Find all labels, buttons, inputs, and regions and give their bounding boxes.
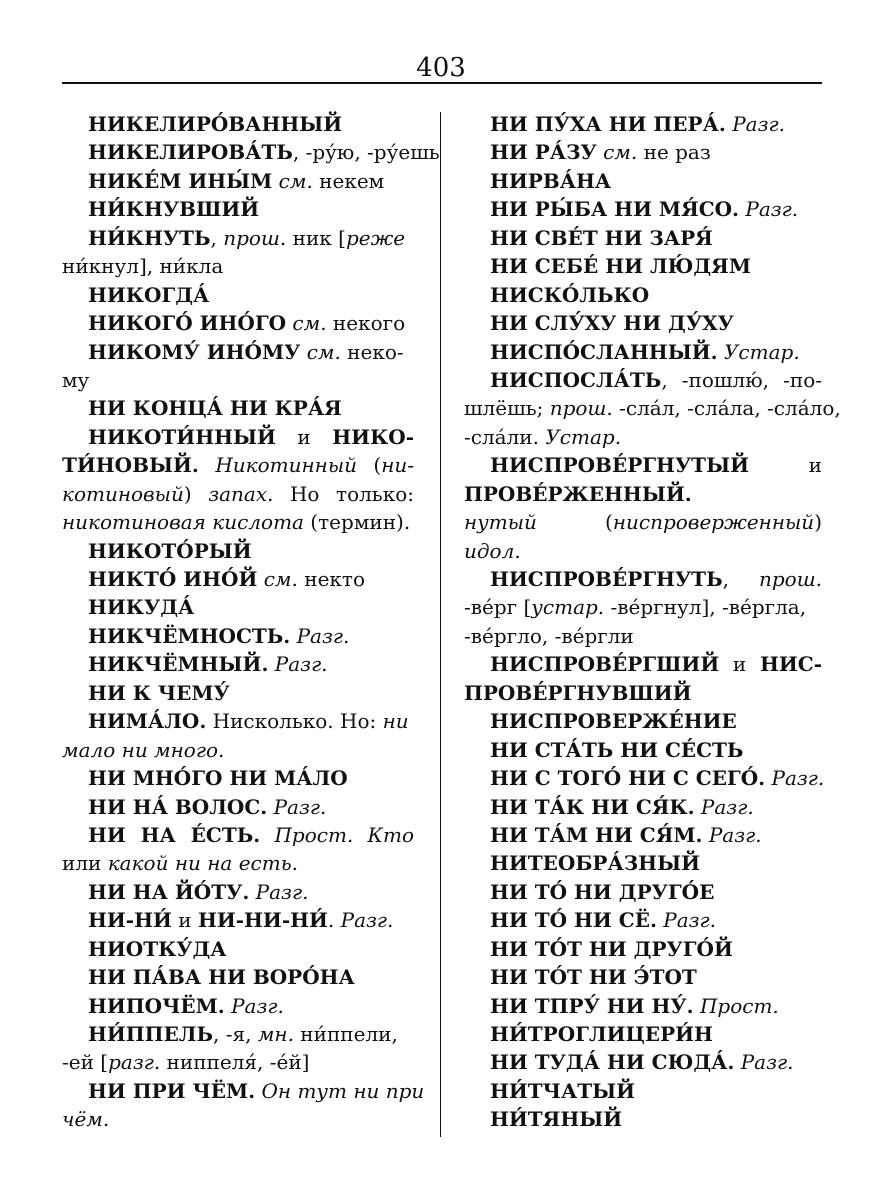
italic-note: Прост. <box>699 993 779 1018</box>
entry-text <box>260 823 274 847</box>
entry-line <box>464 110 822 138</box>
headword: НИ НА Е́СТЬ. <box>88 822 261 847</box>
entry-text: -ве́рг [ <box>464 595 532 620</box>
entry-line <box>464 707 822 735</box>
entry-line <box>62 593 414 621</box>
headword: НИ ПРИ ЧЁМ. <box>88 1078 256 1103</box>
entry-line <box>62 195 414 223</box>
headword: НИ ТО́Т НИ ДРУГО́Й <box>490 936 733 961</box>
entry-text: некто <box>297 567 366 591</box>
continuation-line <box>464 622 822 650</box>
continuation-line <box>464 593 822 621</box>
entry-text: и <box>171 908 198 933</box>
italic-note: никотиновая кислота <box>62 510 304 535</box>
entry-text: -сла́ли. <box>464 424 546 449</box>
entry-line <box>464 195 822 223</box>
italic-note: Устар. <box>545 424 622 449</box>
headword: НИКЕ́М ИНЫ́М <box>88 168 273 193</box>
italic-note: Разг. <box>771 766 825 791</box>
italic-note: устар. <box>531 595 605 620</box>
italic-note: Разг. <box>274 652 328 677</box>
italic-note: мн. <box>257 1022 294 1046</box>
entry-line <box>464 963 822 991</box>
entry-text: ник [ <box>286 225 346 250</box>
italic-note: разг. <box>108 1050 161 1075</box>
entry-line <box>464 281 822 309</box>
italic-note: см. <box>278 168 313 193</box>
italic-note: реже <box>345 225 406 250</box>
entry-line <box>464 138 822 166</box>
italic-note: см. <box>263 567 298 591</box>
continuation-line <box>62 1048 414 1076</box>
italic-note: Разг. <box>296 623 350 648</box>
headword: НИКЧЁМНОСТЬ. <box>88 623 291 648</box>
italic-note: прош. <box>758 567 822 591</box>
headword: НИ С ТОГО́ НИ С СЕГО́. <box>490 766 766 791</box>
continuation-line <box>62 480 414 508</box>
header-rule <box>62 82 822 84</box>
headword: НИ КОНЦА́ НИ КРА́Я <box>88 396 342 421</box>
italic-note: Разг. <box>340 908 394 933</box>
continuation-line <box>62 508 414 536</box>
entry-line <box>464 252 822 280</box>
entry-line <box>464 764 825 792</box>
entry-text: ни́ппели, <box>293 1022 398 1046</box>
headword: НИ ПУ́ХА НИ ПЕРА́. <box>490 112 726 136</box>
headword: НИ ТУДА́ НИ СЮДА́. <box>490 1050 735 1075</box>
headword: НИРВА́НА <box>490 168 612 193</box>
headword: НИМА́ЛО. <box>88 709 207 734</box>
italic-note: какой ни на есть. <box>107 851 298 876</box>
headword: НИ НА ЙО́ТУ. <box>88 879 250 904</box>
entry-line <box>62 878 414 906</box>
italic-note: Никотинный <box>215 453 357 478</box>
headword: НИСПРОВЕРЖЕ́НИЕ <box>490 709 737 734</box>
entry-text: -ей [ <box>62 1050 109 1075</box>
headword: НИ́ППЕЛЬ <box>88 1022 213 1046</box>
entry-text: , -пошлю́, -по- <box>661 367 822 392</box>
headword: НИ ТО́Т НИ Э́ТОТ <box>490 965 697 990</box>
headword: НИ РА́ЗУ <box>490 140 597 165</box>
entry-line <box>464 1020 822 1048</box>
entry-line <box>62 992 414 1020</box>
headword: НИ ТА́К НИ СЯ́К. <box>490 794 695 819</box>
entry-text: и <box>749 453 822 478</box>
headword: НИ-НИ́ <box>88 908 172 933</box>
headword: НИ СТА́ТЬ НИ СЕ́СТЬ <box>490 737 744 762</box>
continuation-line <box>62 366 414 394</box>
headword: НИСПРОВЕ́РГШИЙ <box>490 652 720 677</box>
entry-text: (термин). <box>303 510 411 535</box>
headword: НИ ПА́ВА НИ ВОРО́НА <box>88 965 355 990</box>
italic-note: прош. <box>223 225 287 250</box>
entry-text: , <box>210 225 224 250</box>
italic-note: котиновый <box>62 481 184 506</box>
entry-line <box>62 963 414 991</box>
entry-text: -ве́ргло, -ве́ргли <box>464 623 634 648</box>
headword: НИКУДА́ <box>88 595 195 620</box>
italic-note: нутый <box>464 510 537 535</box>
entry-line <box>62 309 414 337</box>
entry-line <box>464 451 822 479</box>
entry-text: или <box>62 851 108 876</box>
headword: НИ́ТЧАТЫЙ <box>490 1078 636 1103</box>
entry-text: ) <box>183 481 209 506</box>
italic-note: Разг. <box>745 197 799 222</box>
entry-line <box>464 736 822 764</box>
headword: НИ СЕБЕ́ НИ ЛЮ́ДЯМ <box>490 254 751 279</box>
entry-line <box>62 793 414 821</box>
continuation-line <box>464 423 822 451</box>
headword: НИ́КНУТЬ <box>88 225 211 250</box>
entry-line <box>464 224 822 252</box>
entry-line <box>464 821 822 849</box>
continuation-line <box>62 1105 414 1133</box>
entry-text: неко- <box>340 339 404 364</box>
italic-note: Разг. <box>732 112 785 136</box>
italic-note: Прост. Кто <box>274 822 414 847</box>
headword: НИ ТО́ НИ СЁ. <box>490 908 657 933</box>
entry-line <box>62 110 414 138</box>
italic-note: Разг. <box>255 879 309 904</box>
headword: НИСПОСЛА́ТЬ <box>490 367 662 392</box>
italic-note: мало ни много. <box>62 737 225 762</box>
italic-note: Разг. <box>663 908 717 933</box>
headword: НИСПО́СЛАННЫЙ. <box>490 339 718 364</box>
entry-line <box>62 394 414 422</box>
entry-text: некого <box>326 311 406 336</box>
page-number: 403 <box>416 53 466 83</box>
entry-text: , -ру́ю, -ру́ешь <box>292 140 440 165</box>
entry-line <box>62 281 414 309</box>
headword: НИКОТО́РЫЙ <box>88 538 252 563</box>
entry-text: Но только: <box>273 481 414 506</box>
headword: НИКЕЛИРОВА́ТЬ <box>88 140 293 165</box>
headword: НИ ТО́ НИ ДРУГО́Е <box>490 879 715 904</box>
headword: НИ-НИ-НИ́ <box>197 908 328 933</box>
italic-note: запах. <box>208 481 274 506</box>
headword: НИ ТПРУ́ НИ НУ́. <box>490 993 694 1018</box>
continuation-line <box>62 451 414 479</box>
entry-line <box>62 224 414 252</box>
continuation-line <box>62 252 414 280</box>
italic-note: чём. <box>62 1107 110 1132</box>
italic-note: см. <box>306 339 341 364</box>
italic-note: Разг. <box>273 794 327 819</box>
entry-line <box>464 1105 822 1133</box>
italic-note: ни <box>382 709 409 734</box>
continuation-line <box>464 480 822 508</box>
entry-line <box>464 366 822 394</box>
continuation-line <box>464 537 822 565</box>
entry-line <box>62 650 414 678</box>
continuation-line <box>464 508 822 536</box>
entry-line <box>464 849 822 877</box>
entry-line <box>62 906 414 934</box>
entry-text: ( <box>536 510 613 535</box>
headword: НИ́ТЯНЫЙ <box>490 1107 623 1132</box>
headword: НИКО- <box>332 424 414 449</box>
entry-line <box>62 423 414 451</box>
entry-line <box>464 565 822 593</box>
headword: НИОТКУ́ДА <box>88 936 227 961</box>
entry-line <box>464 309 822 337</box>
entry-text: и <box>719 652 760 677</box>
entry-text <box>199 453 215 477</box>
italic-note: ни- <box>381 453 414 478</box>
left-column <box>62 110 440 1134</box>
headword: НИ К ЧЕМУ́ <box>88 680 230 705</box>
entry-text: ( <box>356 453 382 478</box>
headword: НИСПРОВЕ́РГНУТЬ <box>490 567 723 591</box>
headword: НИС- <box>759 652 822 677</box>
entry-line <box>62 138 440 166</box>
headword: НИКОМУ́ ИНО́МУ <box>88 339 301 364</box>
headword: ТИ́НОВЫЙ. <box>62 453 199 478</box>
italic-note: Устар. <box>723 339 800 364</box>
entry-text: некем <box>312 168 385 193</box>
entry-line <box>464 992 822 1020</box>
headword: НИ ТА́М НИ СЯ́М. <box>490 822 703 847</box>
entry-line <box>62 338 414 366</box>
entry-line <box>62 537 414 565</box>
entry-line <box>62 1020 414 1048</box>
entry-line <box>62 707 414 735</box>
entry-line <box>464 650 822 678</box>
entry-text: -сла́л, -сла́ла, -сла́ло, <box>612 396 841 421</box>
continuation-line <box>464 394 841 422</box>
entry-line <box>464 1048 822 1076</box>
headword: НИКТО́ ИНО́Й <box>88 567 258 591</box>
headword: НИТЕОБРА́ЗНЫЙ <box>490 851 701 876</box>
headword: НИКЧЁМНЫЙ. <box>88 652 269 677</box>
italic-note: Он тут ни при <box>261 1078 425 1103</box>
entry-line <box>62 679 414 707</box>
headword: НИКОТИ́ННЫЙ <box>88 424 276 449</box>
entry-line <box>62 622 414 650</box>
headword: НИКЕЛИРО́ВАННЫЙ <box>88 112 343 136</box>
italic-note: ниспроверженный <box>612 510 815 535</box>
right-column <box>464 110 841 1134</box>
italic-note: Разг. <box>700 794 754 819</box>
headword: НИ СЛУ́ХУ НИ ДУ́ХУ <box>490 311 734 336</box>
column-divider <box>440 112 441 1137</box>
italic-note: идол. <box>464 538 521 563</box>
entry-line <box>62 935 414 963</box>
headword: НИКОГДА́ <box>88 282 210 307</box>
italic-note: Разг. <box>740 1050 794 1075</box>
entry-text: не раз <box>637 140 711 165</box>
continuation-line <box>62 736 414 764</box>
entry-text: и <box>275 424 333 449</box>
headword: НИСКО́ЛЬКО <box>490 282 650 307</box>
entry-line <box>62 565 414 593</box>
entry-line <box>464 878 822 906</box>
entry-line <box>464 167 822 195</box>
italic-note: см. <box>603 140 638 165</box>
entry-text: , <box>722 567 759 591</box>
headword: НИПОЧЁМ. <box>88 993 225 1018</box>
entry-text: шлёшь; <box>464 396 550 421</box>
italic-note: прош. <box>549 396 613 421</box>
italic-note: см. <box>292 311 327 336</box>
entry-line <box>464 1077 822 1105</box>
headword: НИ СВЕ́Т НИ ЗАРЯ́ <box>490 225 713 250</box>
entry-line <box>62 1077 425 1105</box>
entry-text: Нисколько. Но: <box>206 709 383 734</box>
continuation-line <box>62 849 414 877</box>
headword: НИКОГО́ ИНО́ГО <box>88 311 287 336</box>
headword: НИ НА́ ВОЛОС. <box>88 794 268 819</box>
entry-text: му <box>62 367 90 392</box>
headword: НИСПРОВЕ́РГНУТЫЙ <box>490 453 749 478</box>
entry-text: . <box>327 908 341 933</box>
entry-text: -ве́ргнул], -ве́ргла, <box>604 595 807 620</box>
headword: НИ́КНУВШИЙ <box>88 197 260 222</box>
entry-line <box>62 167 414 195</box>
italic-note: Разг. <box>708 822 762 847</box>
entry-text: ни́кнул], ни́кла <box>62 254 224 279</box>
continuation-line <box>464 679 822 707</box>
entry-line <box>62 821 414 849</box>
headword: НИ́ТРОГЛИЦЕРИ́Н <box>490 1022 713 1046</box>
entry-line <box>464 935 822 963</box>
entry-line <box>62 764 414 792</box>
headword: ПРОВЕ́РГНУВШИЙ <box>464 680 692 705</box>
headword: НИ РЫ́БА НИ МЯ́СО. <box>490 197 740 222</box>
entry-line <box>464 906 822 934</box>
headword: ПРОВЕ́РЖЕННЫЙ. <box>464 481 692 506</box>
italic-note: Разг. <box>231 993 284 1018</box>
entry-text: ) <box>814 510 822 535</box>
entry-text: , -я, <box>213 1022 258 1046</box>
entry-line <box>464 793 822 821</box>
entry-line <box>464 338 822 366</box>
headword: НИ МНО́ГО НИ МА́ЛО <box>88 766 348 791</box>
entry-text: ниппеля́, -е́й] <box>160 1050 310 1075</box>
